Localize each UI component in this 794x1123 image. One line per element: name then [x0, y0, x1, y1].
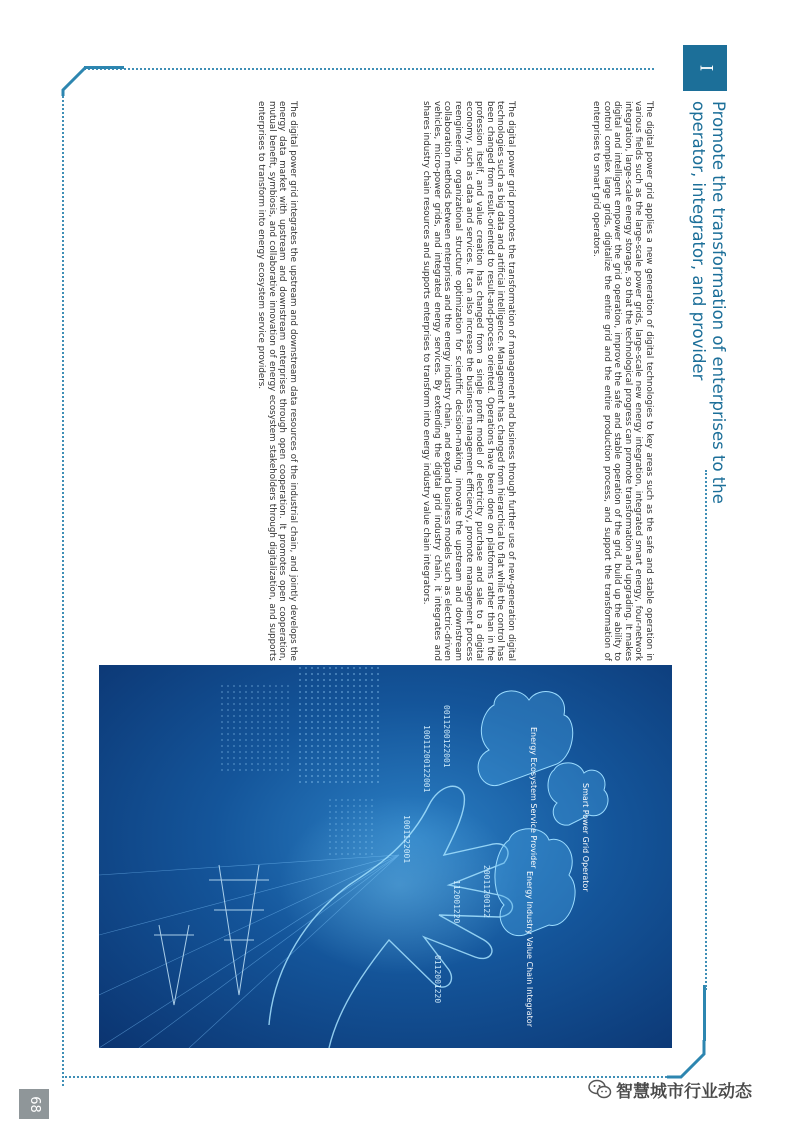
- binary-string-1: 0011200122001: [442, 705, 451, 768]
- label-energy-ecosystem: Energy Ecosystem Service Provider: [529, 727, 538, 869]
- binary-string-5: 20011200122: [482, 865, 491, 918]
- wechat-icon: [588, 1078, 612, 1100]
- paragraph-2: The digital power grid promotes the transformation of management and business through further use of new-generation digital technologies such as big data and artificial intelligence. Management has changed from hierarchical to flat while the control has been changed from result-oriented to result-and-process oriented. Operations have been done on platforms rather than in the profession itself, and value creation has changed from a single profit model of electricity purchase and sale to a digital economy, such as data and services. It can also increase the business management efficiency, promote management process reengineering, organizational structure optimization for scientific decision-making, innovate the upstream and downstream collaboration methods between enterprises and the energy industry chain, and expand business models such as electric-driven vehicles, micro-power grids, and integrated energy services. By extending the digital grid industry chain, it integrates and shares industry chain resources and supports enterprises to transform into energy industry value chain integrators.: [421, 101, 516, 661]
- digital-hand-illustration: [99, 665, 672, 1048]
- frame-top-accent: [84, 66, 124, 69]
- paragraph-3: The digital power grid integrates the upstream and downstream data resources of the industrial chain, and jointly develops the energy data market with upstream and downstream enterprises through open cooperation. It promotes open cooperation, mutual benefit, symbiosis, and collaborative innovation of energy ecosystem stakeholders through digitalization, and supports enterprises to transform into energy ecosystem service providers.: [256, 101, 298, 661]
- chapter-number: I: [695, 64, 715, 72]
- page-number-badge: [19, 1089, 49, 1119]
- binary-string-3: 1001122001: [402, 815, 411, 864]
- binary-string-6: 0112001220: [433, 955, 442, 1004]
- wechat-watermark: [588, 1076, 752, 1102]
- frame-top-left-corner: [60, 66, 90, 96]
- label-smart-grid-operator: Smart Power Grid Operator: [581, 783, 590, 892]
- label-value-chain-integrator: Energy Industry Value Chain Integrator: [525, 871, 534, 1027]
- binary-string-4: 112001220: [452, 880, 461, 924]
- page-number: 68: [26, 1095, 42, 1113]
- illustration-graphics: [99, 665, 672, 1048]
- binary-string-2: 10011200122001: [422, 725, 431, 793]
- page-title: Promote the transformation of enterprises to the operator, integrator, and provider: [689, 101, 728, 504]
- paragraph-1: The digital power grid applies a new generation of digital technologies to key areas such as the safe and stable operation in various fields such as the large-scale power grids, large-scale new energy integration, integrated smart energy, four-network integration, large-scale energy storage, so that the technological progress can promote transformation and upgrading. It makes digital and intelligent empower the grid operation, improve the safe and stable operation of the grid, build up the ability to control complex large grids, digitalize the entire grid and the entire production process, and support the transformation of enterprises to smart grid operators.: [591, 101, 654, 661]
- frame-bottom-right-corner: [667, 1040, 707, 1080]
- frame-left-line: [62, 96, 64, 1086]
- watermark-text: 智慧城市行业动态: [616, 1081, 752, 1102]
- power-tower-icon: [154, 865, 269, 1005]
